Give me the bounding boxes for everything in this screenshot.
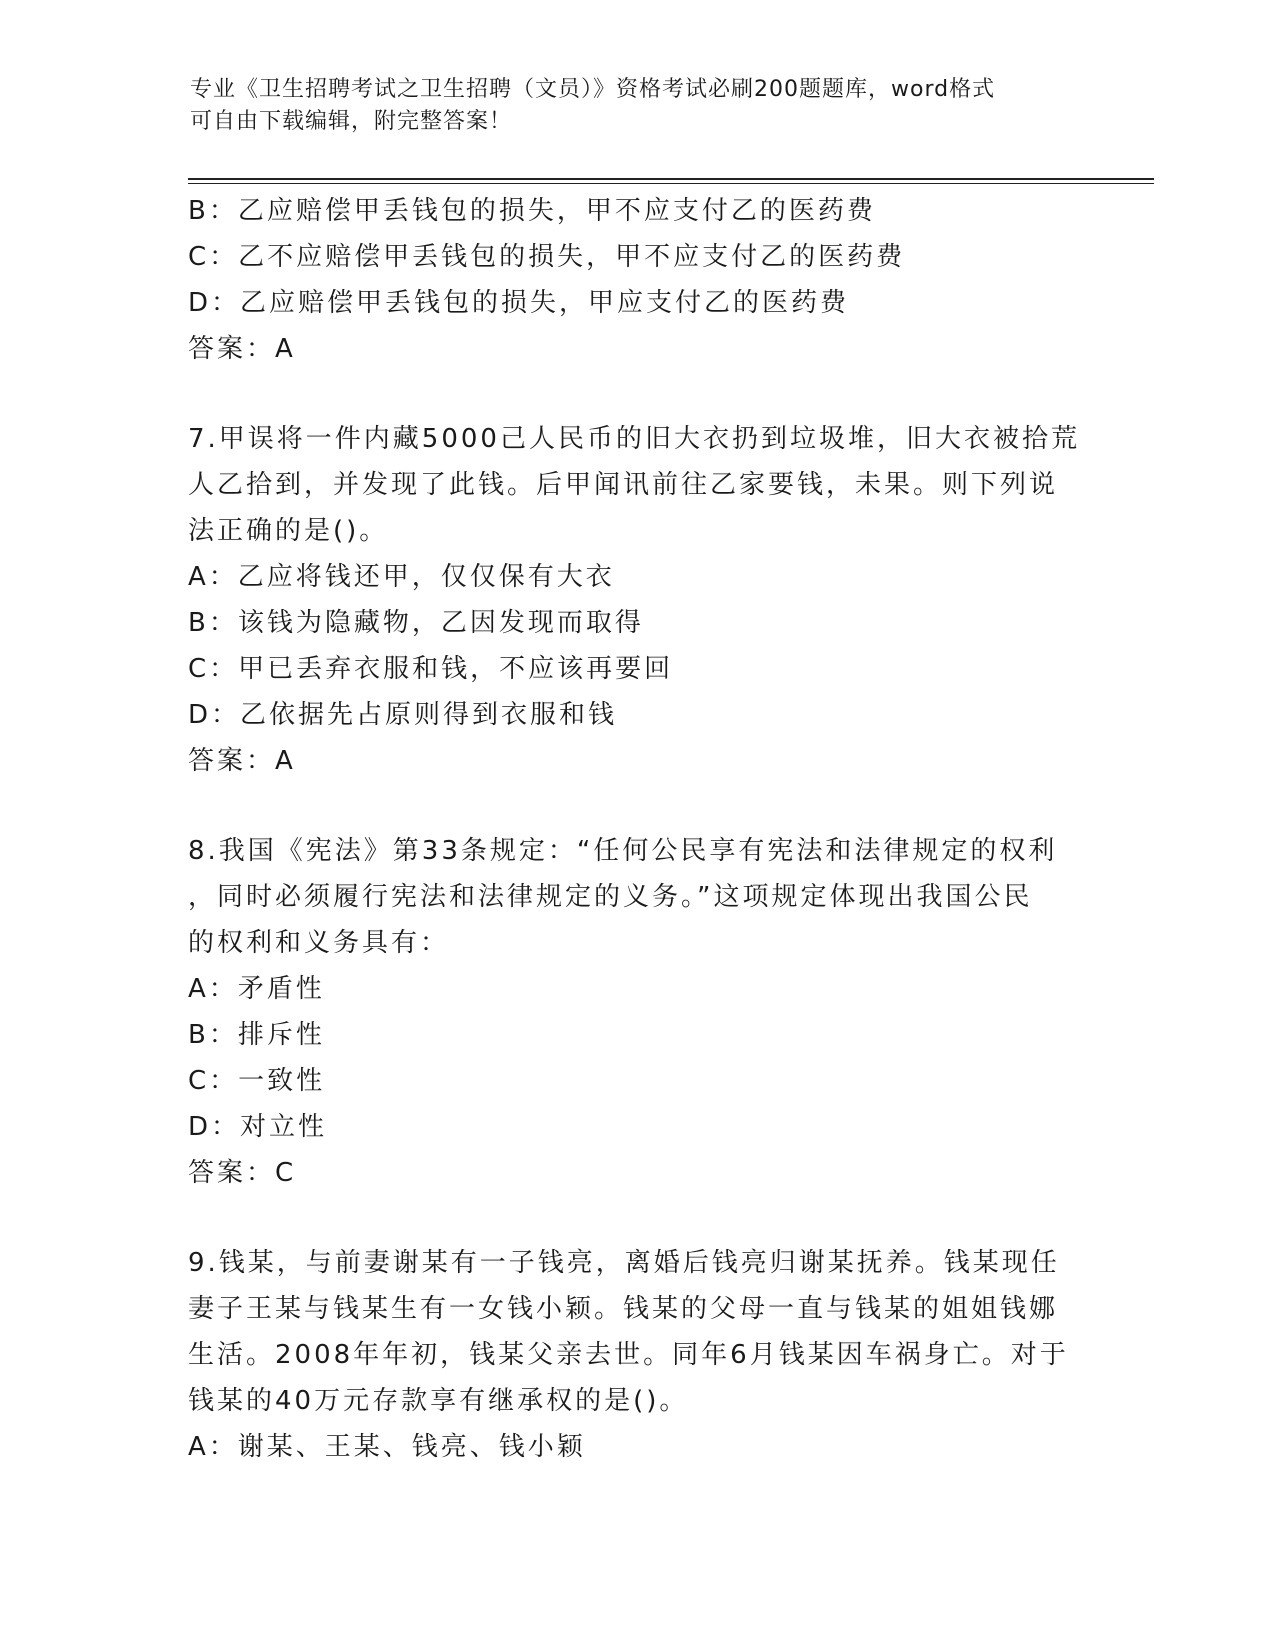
question-6-option-c: C：乙不应赔偿甲丢钱包的损失，甲不应支付乙的医药费	[188, 242, 906, 272]
question-7-option-d: D：乙依据先占原则得到衣服和钱	[188, 700, 618, 730]
question-9	[188, 1240, 1088, 1470]
question-9-stem-line-3: 生活。2008年年初，钱某父亲去世。同年6月钱某因车祸身亡。对于	[188, 1340, 1069, 1370]
question-9-stem-line-1: 9.钱某，与前妻谢某有一子钱亮，离婚后钱亮归谢某抚养。钱某现任	[188, 1248, 1060, 1278]
question-8	[188, 828, 1088, 1196]
question-7-option-b: B：该钱为隐藏物，乙因发现而取得	[188, 608, 644, 638]
header-title-line-2: 可自由下载编辑，附完整答案！	[190, 109, 513, 134]
question-7-stem-line-1: 7.甲误将一件内藏5000己人民币的旧大衣扔到垃圾堆，旧大衣被拾荒	[188, 424, 1080, 454]
question-9-stem-line-2: 妻子王某与钱某生有一女钱小颖。钱某的父母一直与钱某的姐姐钱娜	[188, 1294, 1059, 1324]
question-8-option-c: C：一致性	[188, 1066, 326, 1096]
question-7-stem-line-3: 法正确的是()。	[188, 516, 389, 546]
question-6-option-d: D：乙应赔偿甲丢钱包的损失，甲应支付乙的医药费	[188, 288, 850, 318]
question-8-option-d: D：对立性	[188, 1112, 328, 1142]
question-8-stem-line-3: 的权利和义务具有：	[188, 928, 450, 958]
question-8-stem-line-2: ，同时必须履行宪法和法律规定的义务。”这项规定体现出我国公民	[188, 882, 1033, 912]
header-divider	[188, 178, 1154, 184]
question-7-stem-line-2: 人乙拾到，并发现了此钱。后甲闻讯前往乙家要钱，未果。则下列说	[188, 470, 1059, 500]
page-header	[190, 74, 1070, 138]
question-8-answer: 答案：C	[188, 1158, 297, 1188]
question-6-answer: 答案：A	[188, 334, 296, 364]
question-6	[188, 188, 1088, 372]
question-7-option-c: C：甲已丢弃衣服和钱，不应该再要回	[188, 654, 674, 684]
header-title-line-1: 专业《卫生招聘考试之卫生招聘（文员）》资格考试必刷200题题库，word格式	[190, 77, 996, 102]
header-divider-thin	[188, 183, 1154, 184]
question-9-stem-line-4: 钱某的40万元存款享有继承权的是()。	[188, 1386, 689, 1416]
question-6-option-b: B：乙应赔偿甲丢钱包的损失，甲不应支付乙的医药费	[188, 196, 876, 226]
question-8-option-a: A：矛盾性	[188, 974, 325, 1004]
question-7-option-a: A：乙应将钱还甲，仅仅保有大衣	[188, 562, 615, 592]
question-7-answer: 答案：A	[188, 746, 296, 776]
question-content	[188, 188, 1088, 1470]
question-8-option-b: B：排斥性	[188, 1020, 325, 1050]
question-7	[188, 416, 1088, 784]
question-9-option-a: A：谢某、王某、钱亮、钱小颖	[188, 1432, 586, 1462]
question-8-stem-line-1: 8.我国《宪法》第33条规定：“任何公民享有宪法和法律规定的权利	[188, 836, 1058, 866]
